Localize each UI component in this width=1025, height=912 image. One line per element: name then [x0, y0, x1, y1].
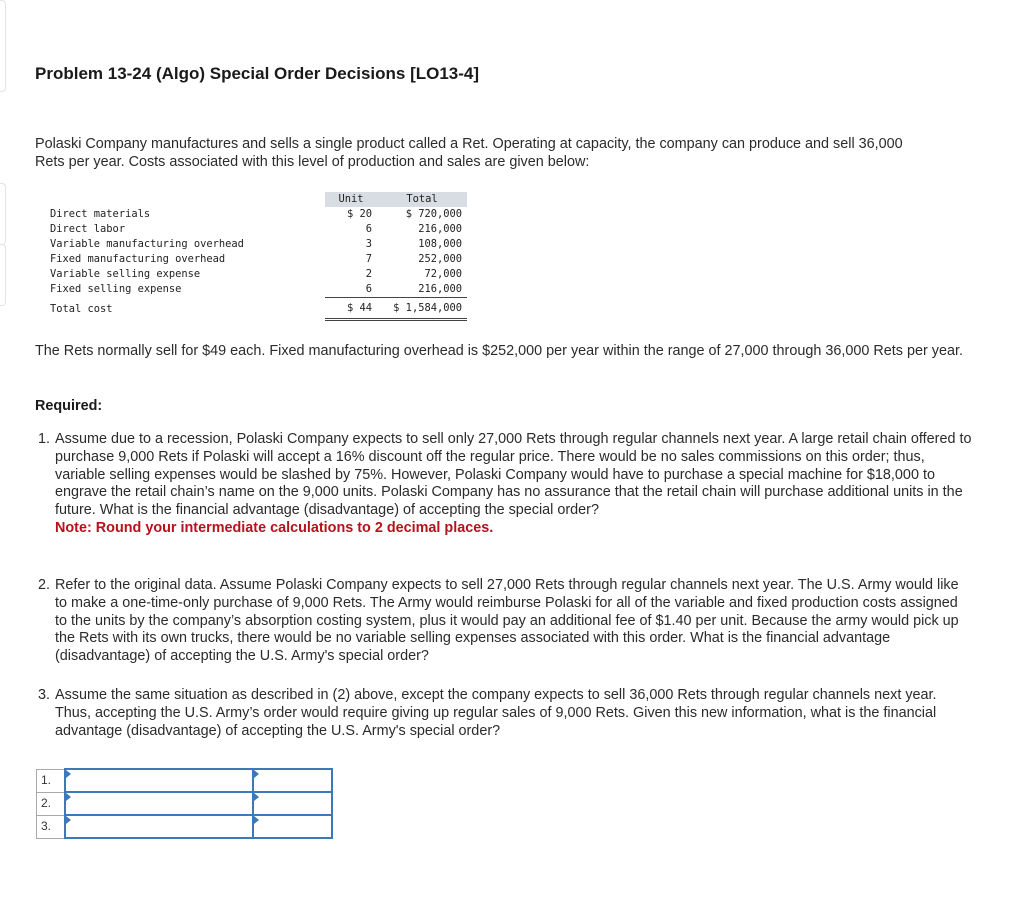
dropdown-flag-icon [66, 793, 71, 801]
cost-label: Fixed manufacturing overhead [50, 253, 226, 265]
dropdown-flag-icon [66, 816, 71, 824]
cost-total: 108,000 [418, 238, 462, 250]
question-number: 1. [38, 431, 51, 447]
cost-total: 216,000 [418, 223, 462, 235]
answer-amount-cell[interactable] [253, 815, 332, 838]
answer-row-number: 3. [37, 815, 66, 838]
cost-label: Variable selling expense [50, 268, 201, 280]
question-text: Refer to the original data. Assume Polaski Company expects to sell 27,000 Rets through regular channels next year. The U.S. Army would like to make a one-time-only purchase of 9,000 Rets. The Army would reimburse Polaski for all of the variable and fixed production costs assigned to the units by the company’s absorption costing system, plus it would pay an additional fee of $1.40 per unit. Because the army would pick up the Rets with its own trucks, there would be no variable selling expenses associated with this order. What is the financial advantage (disadvantage) of accepting the U.S. Army's special order? [55, 577, 959, 665]
cost-row [45, 222, 467, 237]
required-heading: Required: [35, 398, 103, 414]
cost-total-row [45, 298, 467, 320]
cost-row [45, 207, 467, 222]
cost-label: Fixed selling expense [50, 283, 182, 296]
answer-label-input[interactable] [66, 817, 252, 836]
side-panel-edge [0, 183, 6, 245]
dropdown-flag-icon [254, 816, 259, 824]
side-panel-edge [0, 244, 6, 306]
dropdown-flag-icon [254, 770, 259, 778]
cost-total: 216,000 [377, 282, 467, 298]
cost-row [45, 282, 467, 298]
answer-label-cell[interactable] [65, 815, 253, 838]
answer-row-number: 2. [37, 792, 66, 815]
dropdown-flag-icon [66, 770, 71, 778]
rounding-note: Note: Round your intermediate calculations to 2 decimal places. [55, 519, 494, 536]
question-1 [38, 431, 973, 538]
cost-label: Direct materials [50, 208, 151, 220]
cost-unit: 3 [365, 238, 372, 250]
answer-label-cell[interactable] [65, 792, 253, 815]
cost-table [45, 192, 467, 321]
answer-row [37, 792, 333, 815]
cost-row [45, 237, 467, 252]
question-3 [38, 687, 973, 740]
cost-table-header [45, 192, 467, 207]
answer-label-input[interactable] [66, 794, 252, 813]
header-unit: Unit [325, 192, 377, 207]
answer-row [37, 815, 333, 838]
cost-total: $ 720,000 [405, 208, 462, 220]
question-number: 2. [38, 577, 51, 593]
cost-unit: 7 [365, 253, 372, 265]
answer-table [36, 768, 333, 839]
answer-amount-input[interactable] [254, 794, 331, 813]
total-cost-unit: $ 44 [325, 298, 377, 320]
question-number: 3. [38, 687, 51, 703]
total-cost-total: $ 1,584,000 [377, 298, 467, 320]
cost-unit: 6 [365, 223, 372, 235]
answer-row [37, 769, 333, 792]
header-blank [45, 192, 325, 207]
answer-amount-cell[interactable] [253, 792, 332, 815]
question-2 [38, 577, 973, 666]
answer-amount-cell[interactable] [253, 769, 332, 792]
answer-label-input[interactable] [66, 771, 252, 790]
problem-title: Problem 13-24 (Algo) Special Order Decisions [LO13-4] [35, 64, 480, 83]
cost-unit: $ 20 [346, 208, 372, 220]
cost-unit: 2 [365, 268, 372, 280]
answer-label-cell[interactable] [65, 769, 253, 792]
cost-total: 72,000 [424, 268, 462, 280]
intro-paragraph: Polaski Company manufactures and sells a single product called a Ret. Operating at capacity, the company can produce and sell 36,000 Rets per year. Costs associated with this level of production and sales are given below: [35, 136, 903, 170]
question-text: Assume due to a recession, Polaski Company expects to sell only 27,000 Rets through regular channels next year. A large retail chain offered to purchase 9,000 Rets if Polaski will accept a 16% discount off the regular price. There would be no sales commissions on this order; thus, variable selling expenses would be slashed by 75%. However, Polaski Company would have to purchase a special machine for $18,000 to engrave the retail chain’s name on the 9,000 units. Polaski Company has no assurance that the retail chain will purchase additional units in the future. What is the financial advantage (disadvantage) of accepting the special order? [55, 431, 972, 519]
cost-unit: 6 [325, 282, 377, 298]
cost-label: Direct labor [50, 223, 126, 235]
cost-row [45, 252, 467, 267]
total-cost-label: Total cost [50, 302, 113, 315]
answer-row-number: 1. [37, 769, 66, 792]
cost-row [45, 267, 467, 282]
context-paragraph: The Rets normally sell for $49 each. Fixed manufacturing overhead is $252,000 per year within the range of 27,000 through 36,000 Rets per year. [35, 343, 963, 359]
answer-amount-input[interactable] [254, 817, 331, 836]
cost-label: Variable manufacturing overhead [50, 238, 244, 250]
question-text: Assume the same situation as described in (2) above, except the company expects to sell 36,000 Rets through regular channels next year. Thus, accepting the U.S. Army’s order would require giving up regular sales of 9,000 Rets. Given this new information, what is the financial advantage (disadvantage) of accepting the U.S. Army's special order? [55, 687, 937, 739]
dropdown-flag-icon [254, 793, 259, 801]
cost-total: 252,000 [418, 253, 462, 265]
answer-amount-input[interactable] [254, 771, 331, 790]
side-panel-edge [0, 0, 6, 92]
header-total: Total [377, 192, 467, 207]
